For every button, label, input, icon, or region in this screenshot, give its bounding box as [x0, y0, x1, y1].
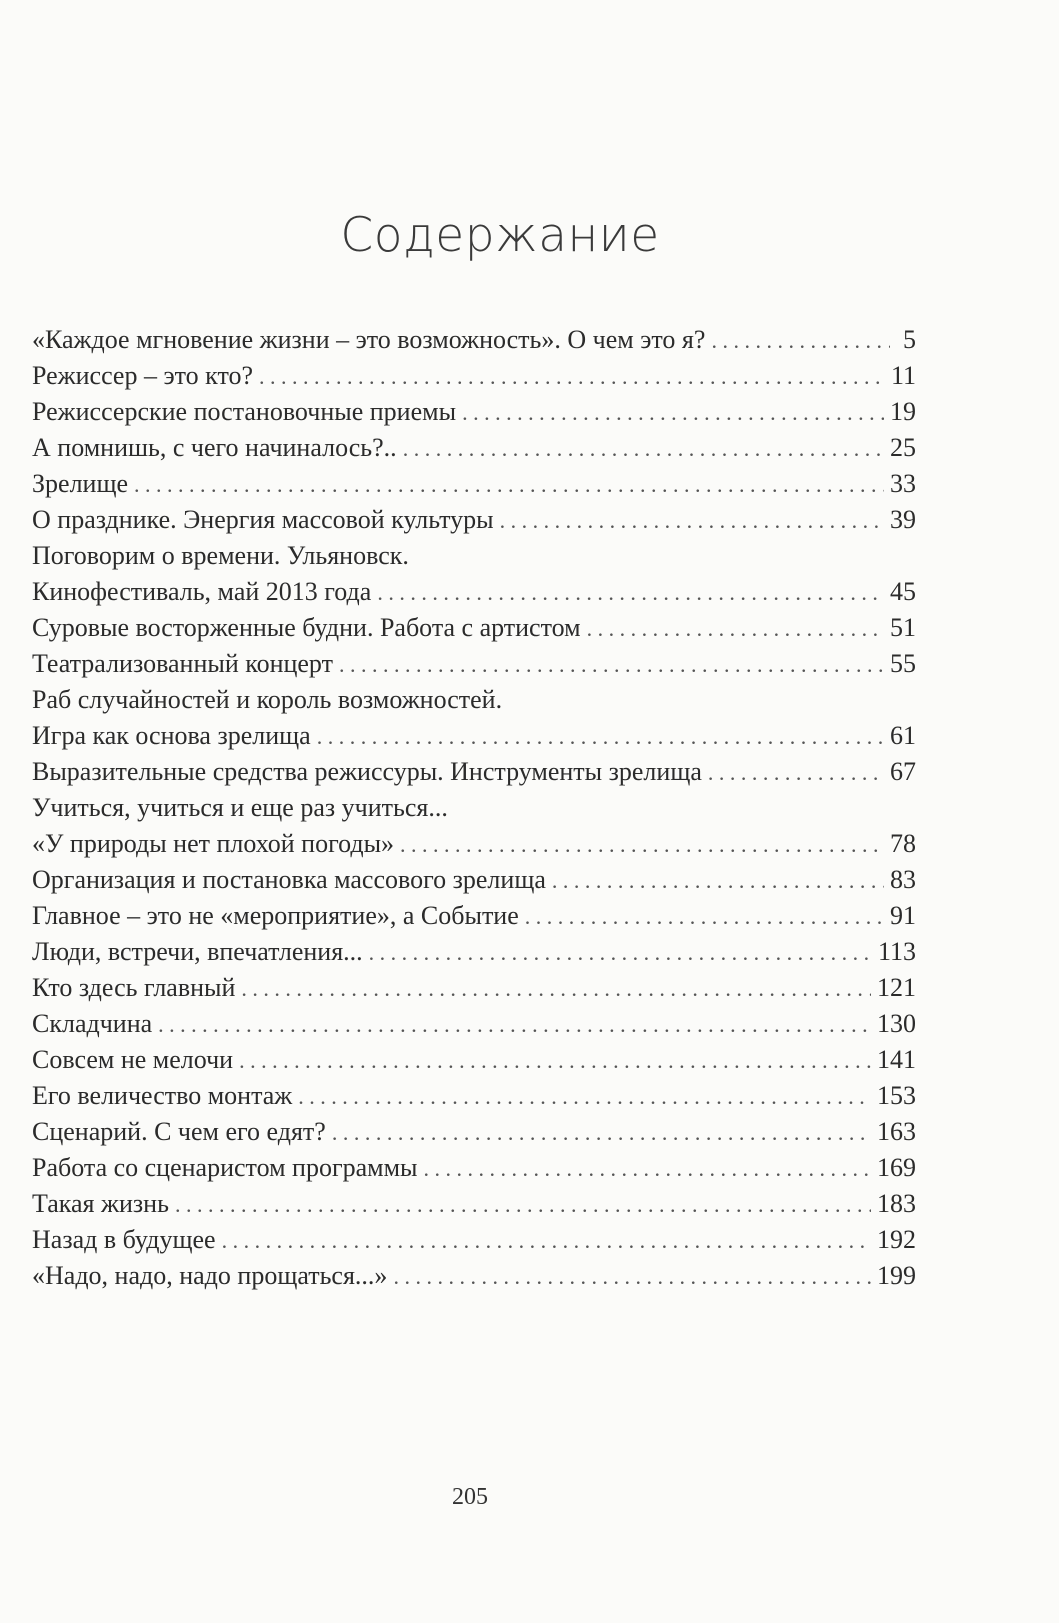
toc-entry-row	[32, 646, 916, 682]
toc-entry-page: 141	[877, 1045, 916, 1074]
toc-entry	[32, 754, 916, 790]
toc-entry-page: 130	[877, 1009, 916, 1038]
toc-entry-title: Организация и постановка массового зрелища	[32, 865, 546, 894]
toc-entry	[32, 934, 916, 970]
toc-entry-title: Учиться, учиться и еще раз учиться...	[32, 793, 448, 822]
toc-entry-page: 39	[890, 505, 916, 534]
toc-leader-dots	[587, 611, 884, 647]
toc-entry	[32, 1042, 916, 1078]
toc-leader-dots	[393, 1259, 871, 1295]
toc-entry	[32, 1114, 916, 1150]
toc-entry	[32, 322, 916, 358]
toc-entry-title: Назад в будущее	[32, 1225, 216, 1254]
toc-entry-title: Кто здесь главный	[32, 973, 236, 1002]
toc-entry	[32, 538, 916, 574]
toc-entry-row	[32, 1078, 916, 1114]
toc-entry-row	[32, 610, 916, 646]
toc-leader-dots	[332, 1115, 871, 1151]
toc-entry-title: Сценарий. С чем его едят?	[32, 1117, 326, 1146]
toc-entry	[32, 430, 916, 466]
toc-leader-dots	[317, 719, 884, 755]
toc-leader-dots	[158, 1007, 871, 1043]
toc-entry	[32, 574, 916, 610]
toc-leader-dots	[222, 1223, 871, 1259]
toc-entry-title: Театрализованный концерт	[32, 649, 333, 678]
toc-entry-title: Поговорим о времени. Ульяновск.	[32, 541, 409, 570]
toc-entry-page: 45	[890, 577, 916, 606]
toc-entry-title: О празднике. Энергия массовой культуры	[32, 505, 494, 534]
toc-entry-title: Его величество монтаж	[32, 1081, 293, 1110]
toc-entry-row	[32, 1114, 916, 1150]
toc-entry-row	[32, 862, 916, 898]
toc-leader-dots	[525, 899, 884, 935]
toc-entry-page: 192	[877, 1225, 916, 1254]
toc-entry-page: 163	[877, 1117, 916, 1146]
toc-entry	[32, 1258, 916, 1294]
toc-leader-dots	[241, 971, 871, 1007]
toc-entry	[32, 358, 916, 394]
toc-entry	[32, 970, 916, 1006]
toc-entry	[32, 1006, 916, 1042]
toc-entry-title: «У природы нет плохой погоды»	[32, 829, 395, 858]
toc-entry-row	[32, 394, 916, 430]
page-title: Содержание	[340, 208, 660, 263]
toc-leader-dots	[708, 755, 884, 791]
toc-entry-row	[32, 934, 916, 970]
toc-entry-row	[32, 826, 916, 862]
toc-leader-dots	[239, 1043, 871, 1079]
toc-entry-row	[32, 466, 916, 502]
toc-entry-page: 113	[877, 937, 916, 966]
toc-entry-row	[32, 790, 916, 826]
toc-leader-dots	[298, 1079, 871, 1115]
toc-entry	[32, 790, 916, 826]
toc-entry-page: 61	[890, 721, 916, 750]
toc-entry-page: 33	[890, 469, 916, 498]
toc-entry-title: «Надо, надо, надо прощаться...»	[32, 1261, 388, 1290]
toc-entry	[32, 718, 916, 754]
toc-entry-row	[32, 898, 916, 934]
toc-entry-row	[32, 1222, 916, 1258]
toc-entry-row	[32, 430, 916, 466]
toc-entry-title: Складчина	[32, 1009, 153, 1038]
toc-entry-title: Такая жизнь	[32, 1189, 169, 1218]
toc-entry-page: 153	[877, 1081, 916, 1110]
toc-entry-title: Раб случайностей и король возможностей.	[32, 685, 503, 714]
toc-entry	[32, 394, 916, 430]
toc-leader-dots	[175, 1187, 871, 1223]
toc-entry-page: 5	[903, 325, 916, 354]
toc-entry-page: 11	[890, 361, 916, 390]
toc-entry-title: Режиссерские постановочные приемы	[32, 397, 457, 426]
toc-leader-dots	[424, 1151, 871, 1187]
toc-entry	[32, 1186, 916, 1222]
toc-entry-title: Суровые восторженные будни. Работа с артистом	[32, 613, 581, 642]
toc-entry-page: 19	[890, 397, 916, 426]
toc-entry-row	[32, 682, 916, 718]
toc-entry	[32, 646, 916, 682]
toc-entry-page: 83	[890, 865, 916, 894]
toc-entry-title: «Каждое мгновение жизни – это возможность». О чем это я?	[32, 325, 706, 354]
toc-leader-dots	[339, 647, 884, 683]
toc-entry-page: 25	[890, 433, 916, 462]
toc-entry-title: Работа со сценаристом программы	[32, 1153, 418, 1182]
toc-leader-dots	[369, 935, 872, 971]
toc-entry-row	[32, 574, 916, 610]
toc-entry	[32, 466, 916, 502]
toc-entry-row	[32, 754, 916, 790]
toc-entry	[32, 1150, 916, 1186]
toc-entry-title: А помнишь, с чего начиналось?..	[32, 433, 397, 462]
toc-entry-title: Люди, встречи, впечатления...	[32, 937, 363, 966]
table-of-contents	[32, 322, 916, 1294]
toc-entry-page: 78	[890, 829, 916, 858]
toc-entry	[32, 826, 916, 862]
toc-entry-row	[32, 322, 916, 358]
toc-entry-row	[32, 1186, 916, 1222]
toc-entry-row	[32, 1150, 916, 1186]
toc-leader-dots	[134, 467, 884, 503]
toc-entry-title: Совсем не мелочи	[32, 1045, 234, 1074]
toc-leader-dots	[462, 395, 884, 431]
toc-leader-dots	[500, 503, 884, 539]
toc-entry	[32, 898, 916, 934]
toc-entry-row	[32, 718, 916, 754]
toc-entry-row	[32, 358, 916, 394]
toc-entry-title: Главное – это не «мероприятие», а Событие	[32, 901, 519, 930]
toc-entry-title: Кинофестиваль, май 2013 года	[32, 577, 372, 606]
toc-entry-page: 51	[890, 613, 916, 642]
toc-leader-dots	[259, 359, 885, 395]
toc-entry-page: 183	[877, 1189, 916, 1218]
toc-entry-page: 55	[890, 649, 916, 678]
toc-leader-dots	[711, 323, 890, 359]
toc-entry-page: 67	[890, 757, 916, 786]
toc-entry-row	[32, 970, 916, 1006]
toc-entry-row	[32, 1258, 916, 1294]
toc-entry-row	[32, 1042, 916, 1078]
toc-entry-row	[32, 502, 916, 538]
toc-entry	[32, 862, 916, 898]
page-number: 205	[452, 1484, 488, 1510]
toc-entry-page: 199	[877, 1261, 916, 1290]
toc-entry-row	[32, 1006, 916, 1042]
toc-entry-row	[32, 538, 916, 574]
toc-entry	[32, 610, 916, 646]
toc-entry-title: Игра как основа зрелища	[32, 721, 311, 750]
toc-entry-page: 91	[890, 901, 916, 930]
toc-entry-title: Выразительные средства режиссуры. Инструменты зрелища	[32, 757, 702, 786]
toc-leader-dots	[377, 575, 884, 611]
toc-entry-title: Режиссер – это кто?	[32, 361, 253, 390]
toc-entry	[32, 1222, 916, 1258]
toc-entry	[32, 1078, 916, 1114]
toc-entry-title: Зрелище	[32, 469, 129, 498]
toc-leader-dots	[403, 431, 884, 467]
toc-leader-dots	[552, 863, 884, 899]
toc-entry-page: 169	[877, 1153, 916, 1182]
toc-entry-page: 121	[877, 973, 916, 1002]
toc-entry	[32, 682, 916, 718]
toc-entry	[32, 502, 916, 538]
toc-leader-dots	[400, 827, 884, 863]
